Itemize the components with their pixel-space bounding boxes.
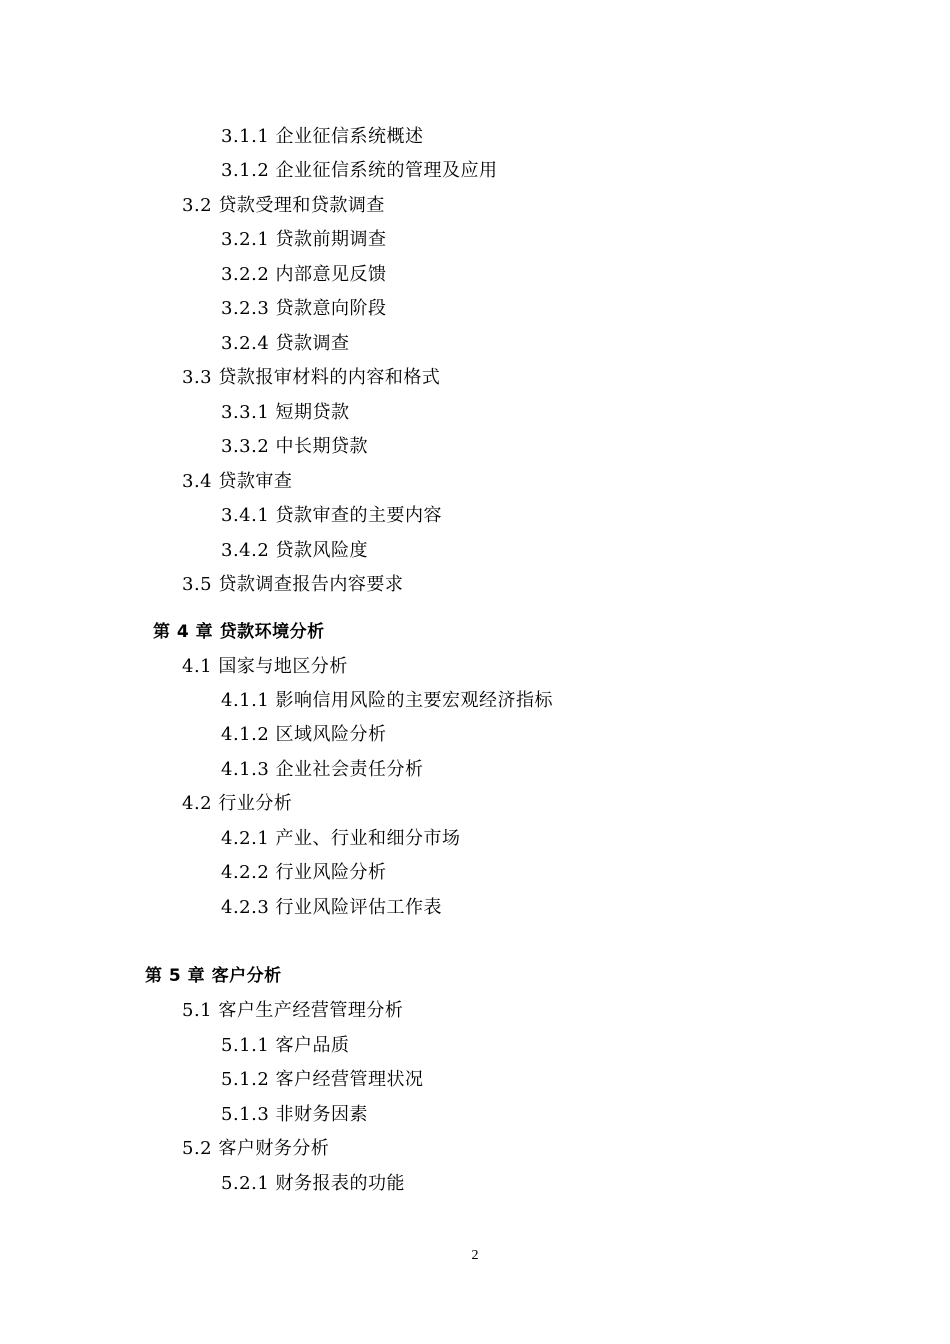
toc-entry-5-2-1: 5.2.1 财务报表的功能	[221, 1173, 406, 1194]
toc-entry-3-1-1: 3.1.1 企业征信系统概述	[221, 126, 424, 147]
toc-entry-3-5: 3.5 贷款调查报告内容要求	[182, 574, 404, 595]
toc-entry-4-2-2: 4.2.2 行业风险分析	[221, 862, 387, 883]
toc-entry-3-2: 3.2 贷款受理和贷款调查	[182, 195, 385, 216]
toc-entry-4-2: 4.2 行业分析	[182, 793, 293, 814]
toc-entry-4-2-3: 4.2.3 行业风险评估工作表	[221, 897, 443, 918]
toc-entry-3-4: 3.4 贷款审查	[182, 471, 293, 492]
toc-entry-3-2-3: 3.2.3 贷款意向阶段	[221, 298, 387, 319]
toc-entry-5-1-1: 5.1.1 客户品质	[221, 1035, 350, 1056]
toc-entry-3-4-2: 3.4.2 贷款风险度	[221, 540, 369, 561]
toc-chapter-4: 第 4 章 贷款环境分析	[153, 622, 325, 642]
toc-entry-4-1-2: 4.1.2 区域风险分析	[221, 724, 387, 745]
toc-entry-3-1-2: 3.1.2 企业征信系统的管理及应用	[221, 160, 498, 181]
toc-entry-3-3: 3.3 贷款报审材料的内容和格式	[182, 367, 441, 388]
toc-entry-5-2: 5.2 客户财务分析	[182, 1138, 330, 1159]
toc-chapter-5: 第 5 章 客户分析	[145, 966, 282, 986]
toc-entry-4-2-1: 4.2.1 产业、行业和细分市场	[221, 828, 461, 849]
toc-entry-5-1-2: 5.1.2 客户经营管理状况	[221, 1069, 424, 1090]
toc-entry-3-4-1: 3.4.1 贷款审查的主要内容	[221, 505, 443, 526]
toc-entry-3-3-2: 3.3.2 中长期贷款	[221, 436, 369, 457]
toc-entry-3-2-1: 3.2.1 贷款前期调查	[221, 229, 387, 250]
toc-entry-4-1-1: 4.1.1 影响信用风险的主要宏观经济指标	[221, 690, 554, 711]
page-number: 2	[471, 1248, 479, 1263]
toc-entry-4-1: 4.1 国家与地区分析	[182, 656, 348, 677]
toc-entry-3-2-4: 3.2.4 贷款调查	[221, 333, 350, 354]
toc-entry-3-3-1: 3.3.1 短期贷款	[221, 402, 350, 423]
toc-entry-5-1: 5.1 客户生产经营管理分析	[182, 1000, 404, 1021]
toc-entry-3-2-2: 3.2.2 内部意见反馈	[221, 264, 387, 285]
toc-entry-4-1-3: 4.1.3 企业社会责任分析	[221, 759, 424, 780]
toc-entry-5-1-3: 5.1.3 非财务因素	[221, 1104, 369, 1125]
